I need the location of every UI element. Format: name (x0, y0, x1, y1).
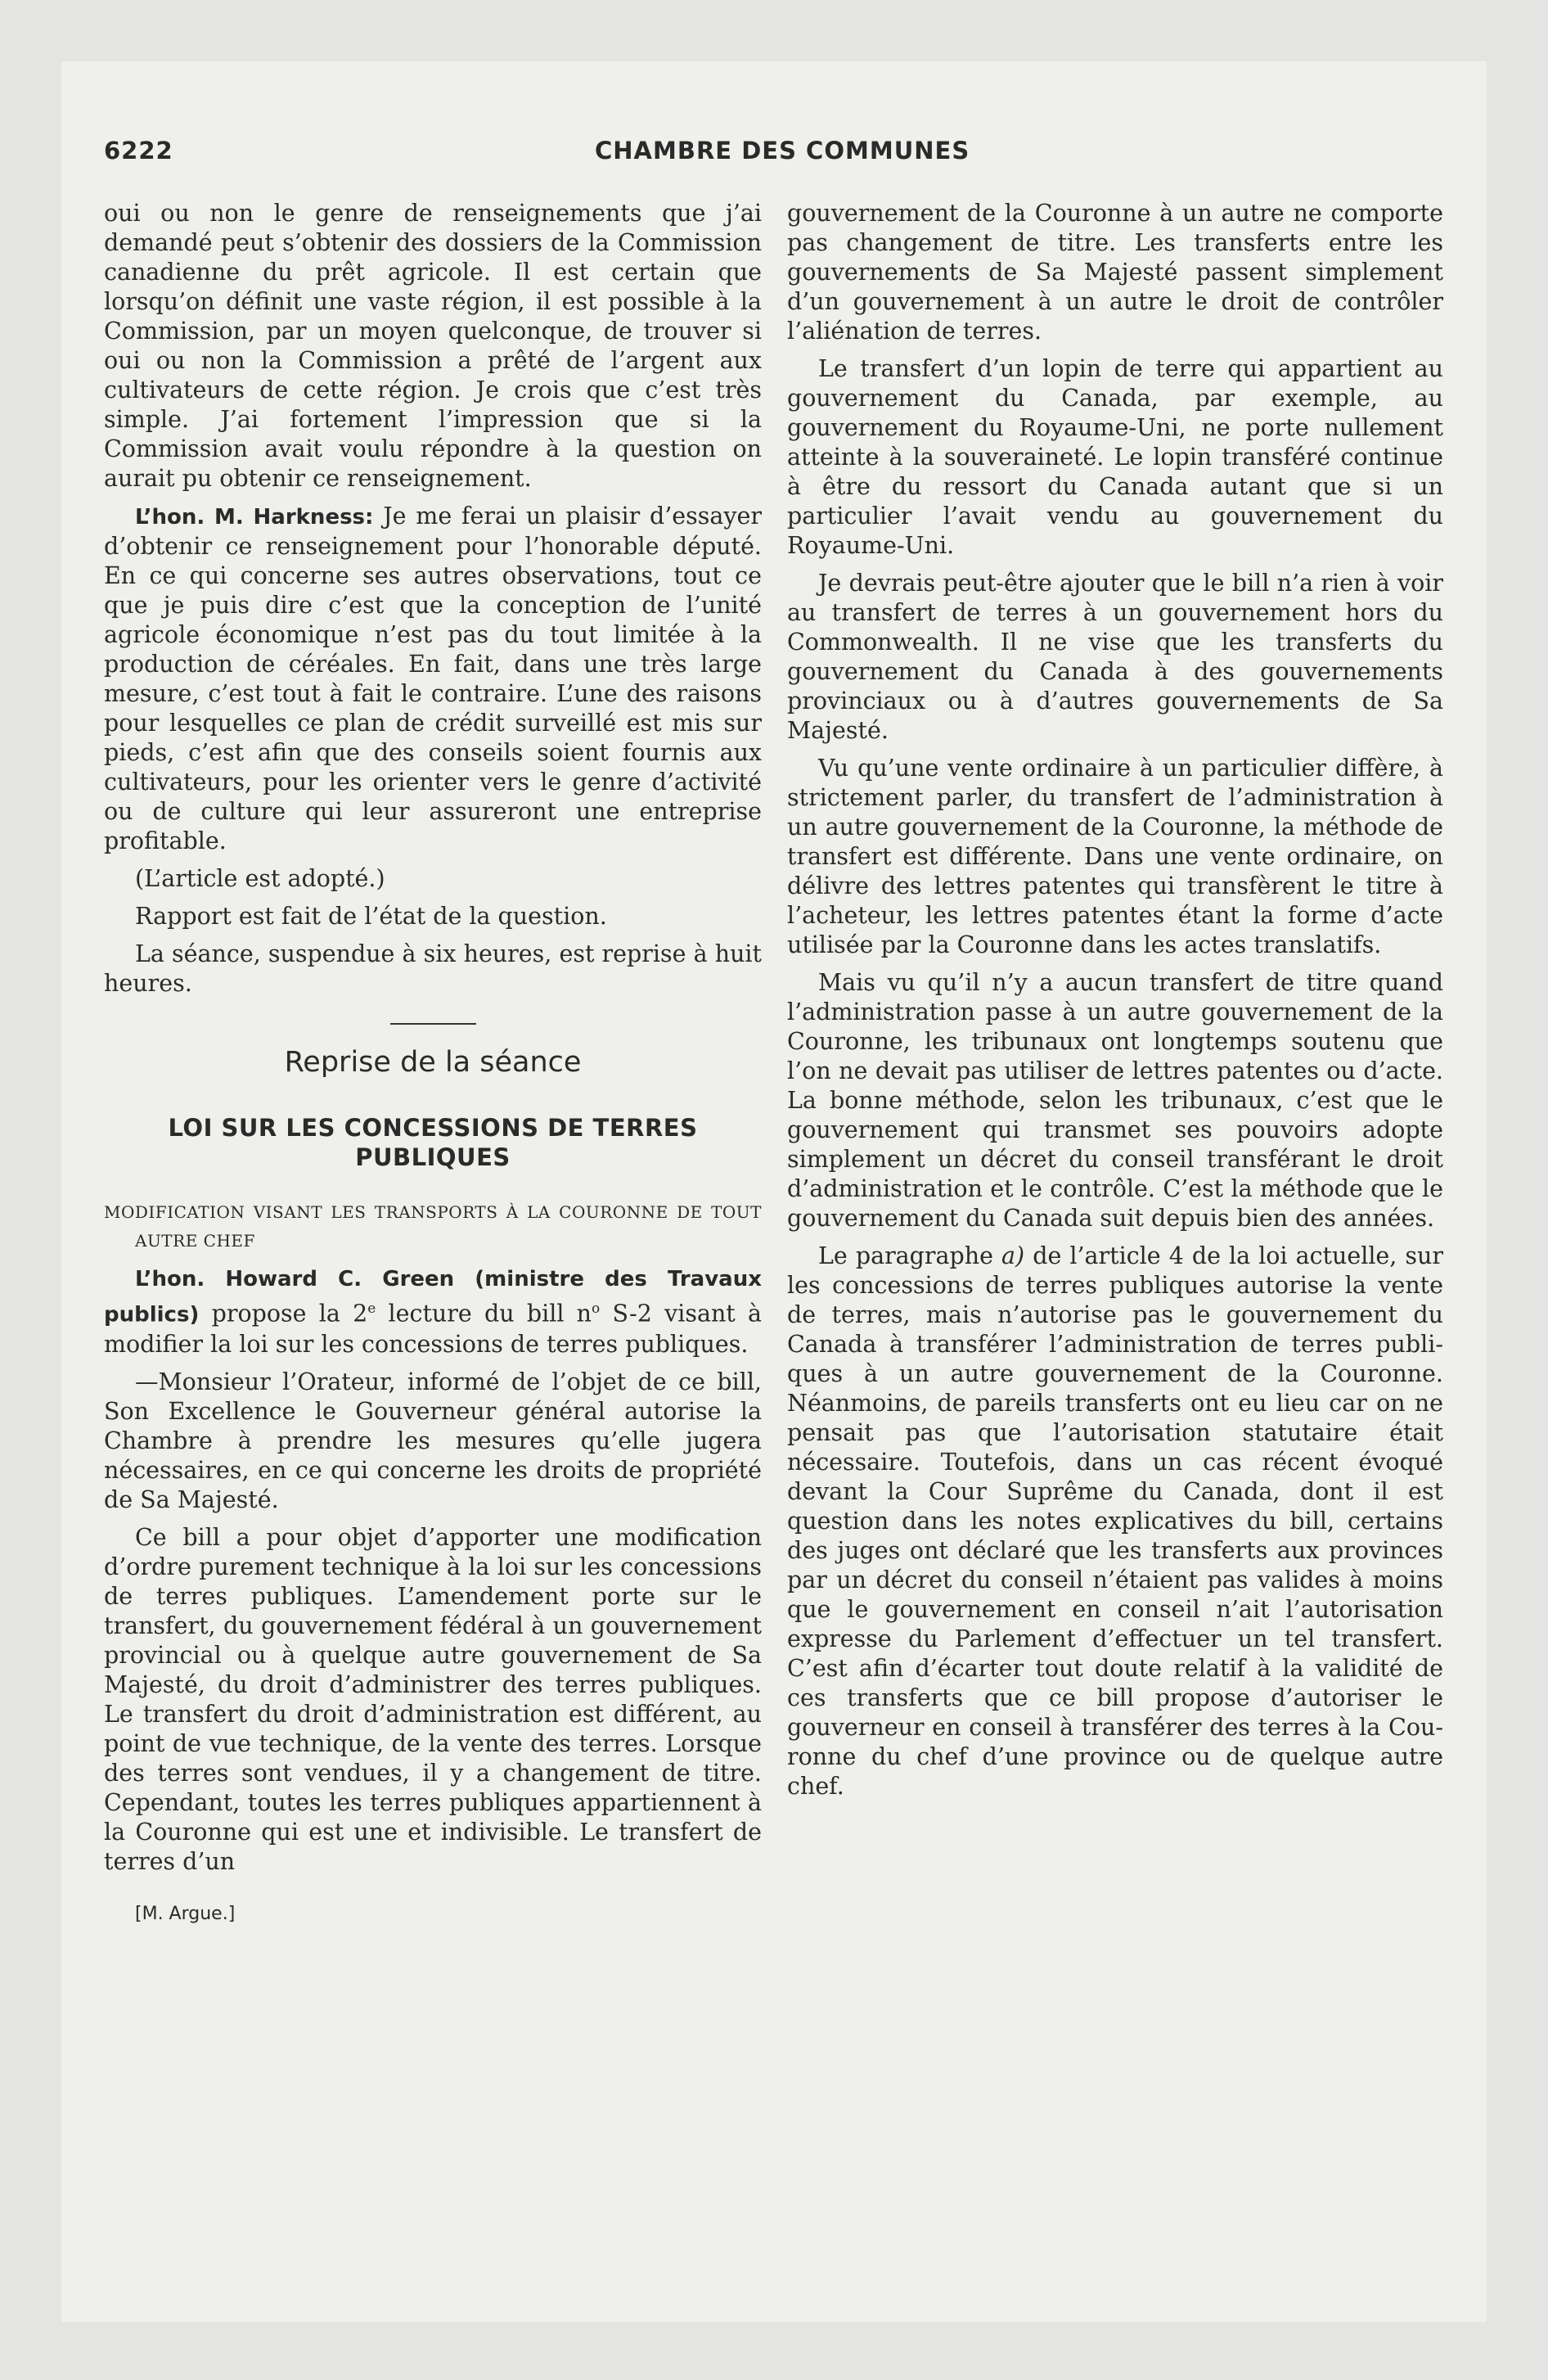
speech-text: Le paragraphe (818, 1242, 1002, 1269)
page-number: 6222 (104, 137, 173, 165)
speech-text: de l’article 4 de la loi actuelle, sur les concessions de terres publiques autorise la vente de terres, mais n’autorise pas le gouvernement du Canada à transférer l’administration de terres publiques à un autre gouvernement de la Couronne. Néanmoins, de pareils transferts ont eu lieu car on ne pensait pas que l’autorisation statutaire était nécessaire. Toutefois, dans un cas récent évoqué devant la Cour Suprême du Canada, dont il est question dans les notes explicatives du bill, certains des juges ont déclaré que les transferts aux provinces par un décret du conseil n’étaient pas valides à moins que le gouvernement en conseil n’ait l’autorisation expresse du Parlement d’effectuer un tel transfert. C’est afin d’écarter tout doute relatif à la validité de ces transferts que ce bill propose d’autoriser le gouverneur en conseil à transférer des terres à la Couronne du chef d’une province ou de quelque autre chef. (787, 1242, 1443, 1800)
superscript: e (367, 1300, 376, 1317)
separator-rule (390, 1023, 476, 1025)
section-heading: Reprise de la séance (284, 1046, 582, 1079)
superscript: o (592, 1300, 601, 1317)
paragraph: oui ou non le genre de renseignements que j’ai demandé peut s’obtenir des dossiers de la Commission canadienne du prêt agricole. Il est certain que lorsqu’on définit une vaste région, il est possible à la Commission, par un moyen quelconque, de trouver si oui ou non la Commission a prêté de l’argent aux cultivateurs de cette région. Je crois que c’est très simple. J’ai fortement l’impression que si la Commission avait voulu répondre à la question on aurait pu obtenir ce renseignement. (104, 200, 762, 492)
paragraph: Le transfert d’un lopin de terre qui appartient au gouvernement du Canada, par exemple, au gouvernement du Royaume-Uni, ne porte nullement atteinte à la souveraineté. Le lopin transféré continue à être du ressort du Canada autant que si un particulier l’avait vendu au gouvernement du Royaume-Uni. (787, 355, 1443, 559)
document-page (61, 61, 1487, 2322)
footer-note: [M. Argue.] (135, 1903, 236, 1924)
speech-text: lecture du bill n (376, 1300, 592, 1327)
paragraph: Je devrais peut-être ajouter que le bill n’a rien à voir au transfert de terres à un gouvernement hors du Commonwealth. Il ne vise que les transferts du gouvernement du Canada à des gouvernements provinciaux ou à d’autres gouvernements de Sa Majesté. (787, 570, 1443, 744)
paragraph: —Monsieur l’Orateur, informé de l’objet de ce bill, Son Excellence le Gouverneur général autorise la Chambre à prendre les mesures qu’elle jugera nécessaires, en ce qui concerne les droits de propriété de Sa Majesté. (104, 1368, 762, 1513)
running-title: CHAMBRE DES COMMUNES (595, 137, 970, 165)
paragraph (787, 1242, 1443, 1801)
right-column (787, 199, 1443, 1801)
sub-heading: MODIFICATION VISANT LES TRANSPORTS À LA COURONNE DE TOUT AUTRE CHEF (104, 1202, 762, 1251)
page-header (104, 137, 1413, 173)
paragraph: Ce bill a pour objet d’apporter une modification d’ordre purement technique à la loi sur les concessions de terres publiques. L’amendement porte sur le transfert, du gouvernement fédéral à un gouvernement provincial ou à quelque autre gouvernement de Sa Majesté, du droit d’administrer des terres publiques. Le transfert du droit d’administration est différent, au point de vue technique, de la vente des terres. Lorsque des terres sont vendues, il y a changement de titre. Cependant, toutes les terres publiques appartiennent à la Couronne qui est une et indivisible. Le transfert de terres d’un (104, 1523, 762, 1875)
speech-text: propose la 2 (199, 1300, 368, 1327)
paragraph (104, 502, 762, 856)
paragraph: La séance, suspendue à six heures, est reprise à huit heures. (104, 940, 762, 997)
left-column (104, 199, 762, 1929)
paragraph (104, 1264, 762, 1359)
speech-text: S-2 visant à modifier la loi sur les concessions de terres publiques. (104, 1300, 762, 1358)
paragraph: Vu qu’une vente ordinaire à un particulier diffère, à strictement parler, du transfert de l’administration à un autre gouvernement de la Couronne, la méthode de transfert est différente. Dans une vente ordinaire, on délivre des lettres patentes qui transfèrent le titre à l’acheteur, les lettres patentes étant la forme d’acte utilisée par la Couronne dans les actes translatifs. (787, 755, 1443, 958)
paragraph: (L’article est adopté.) (135, 865, 385, 892)
bill-heading: LOI SUR LES CONCESSIONS DE TERRES PUBLIQUES (168, 1114, 698, 1171)
speaker-name: L’hon. Howard C. Green (ministre des Travaux publics) (104, 1267, 762, 1327)
speaker-name: L’hon. M. Harkness: (135, 505, 374, 530)
speech-text: Je me ferai un plaisir d’essayer d’obtenir ce renseignement pour l’honorable député. En ce qui concerne ses autres observations, tout ce que je puis dire c’est que la conception de l’unité agricole économique n’est pas du tout limitée à la production de céréales. En fait, dans une très large mesure, c’est tout à fait le contraire. L’une des raisons pour lesquelles ce plan de crédit surveillé est mis sur pieds, c’est afin que des conseils soient fournis aux cultivateurs, pour les orienter vers le genre d’activité ou de culture qui leur assureront une entreprise profitable. (104, 503, 762, 854)
paragraph: Rapport est fait de l’état de la question. (135, 903, 607, 930)
paragraph: Mais vu qu’il n’y a aucun transfert de titre quand l’administration passe à un autre gouvernement de la Couronne, les tribunaux ont longtemps soutenu que l’on ne devait pas utiliser de lettres patentes ou d’acte. La bonne méthode, selon les tribunaux, c’est que le gouvernement qui transmet ses pouvoirs adopte simplement un décret du conseil transférant le droit d’administration et le contrôle. C’est la méthode que le gouvernement du Canada suit depuis bien des années. (787, 969, 1443, 1232)
paragraph: gouvernement de la Couronne à un autre ne comporte pas changement de titre. Les transferts entre les gouvernements de Sa Majesté passent simplement d’un gouvernement à un autre le droit de contrôler l’aliénation de terres. (787, 200, 1443, 345)
italic-text: a) (1001, 1242, 1025, 1269)
